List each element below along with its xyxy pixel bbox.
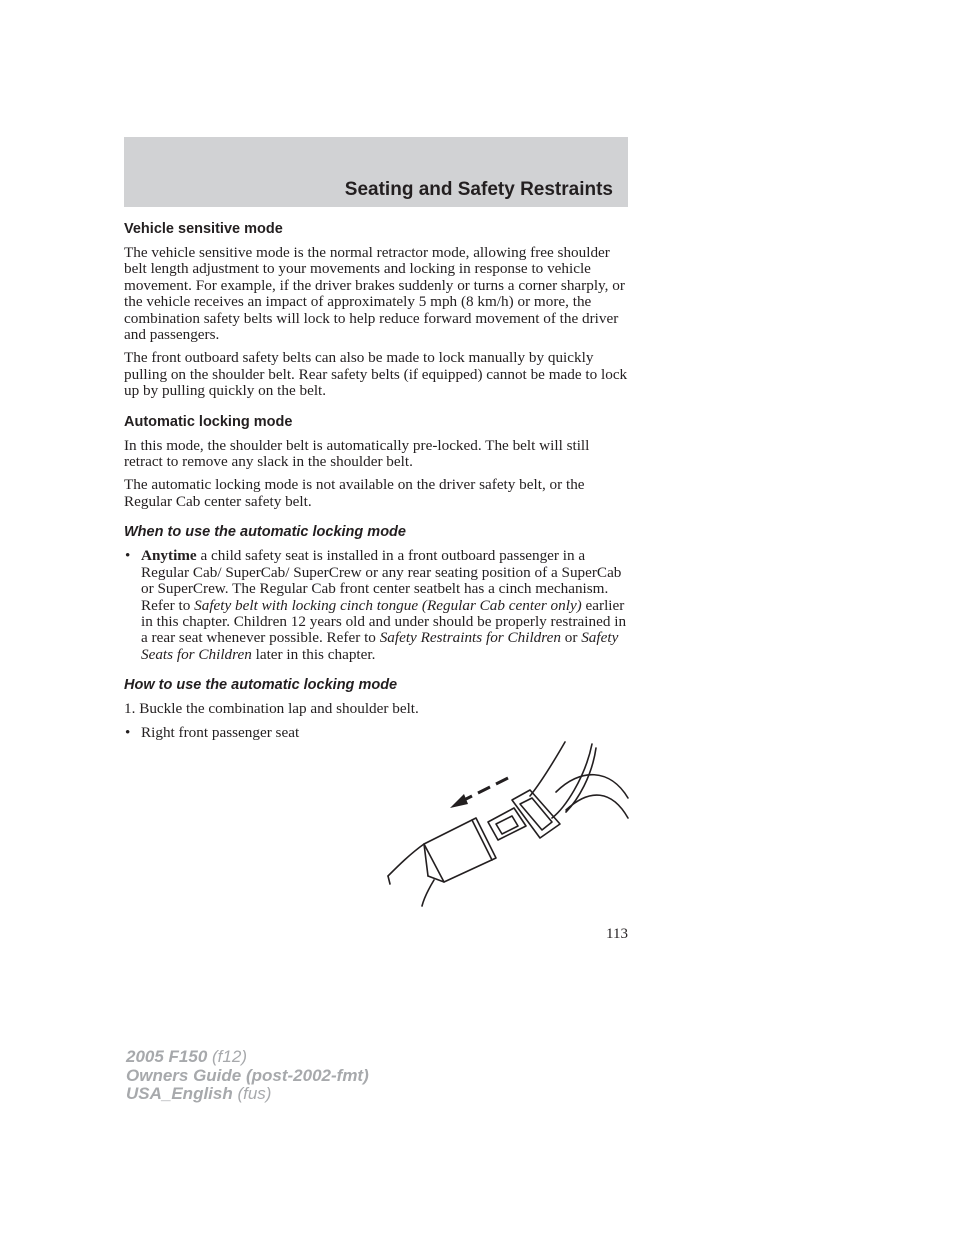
seat-belt-buckle-icon: [380, 738, 630, 908]
text: Right front passenger seat: [141, 723, 300, 741]
paragraph: The vehicle sensitive mode is the normal retractor mode, allowing free shoulder belt length adjustment to your movements and locking in response to vehicle movement. For example, if the driver brakes suddenly or turns a corner sharply, or the vehicle receives an impact of approximately 5 mph (8 km/h) or more, the combination safety belts will lock to help reduce forward movement of the driver and passengers.: [124, 244, 625, 344]
footer-line: [126, 1085, 369, 1104]
cross-reference: Safety Seats for Children: [141, 629, 619, 663]
footer-guide: Owners Guide (post-2002-fmt): [126, 1065, 369, 1085]
step: 1. Buckle the combination lap and shoulder belt.: [124, 700, 419, 718]
heading-how-to-use: How to use the automatic locking mode: [124, 677, 398, 694]
bullet-icon: •: [125, 547, 131, 565]
footer-line: [126, 1048, 369, 1067]
bold-text: Anytime: [141, 547, 197, 565]
paragraph: In this mode, the shoulder belt is automatically pre-locked. The belt will still retract to remove any slack in the shoulder belt.: [124, 436, 590, 471]
text: a child safety seat is installed in a front outboard passenger in a Regular Cab/ SuperCab/ SuperCrew or any rear seating position of a SuperCab or SuperCrew. The Regular Cab front center seatbelt has a cinch mechanism. Refer to: [141, 547, 622, 614]
footer-model: 2005 F150: [126, 1047, 208, 1066]
heading-automatic-locking: Automatic locking mode: [124, 413, 293, 430]
heading-when-to-use: When to use the automatic locking mode: [124, 524, 406, 541]
text: later in this chapter.: [251, 645, 376, 663]
section-header-band: [124, 137, 628, 207]
list-item: [124, 548, 629, 663]
cross-reference: Safety Restraints for Children: [379, 629, 561, 647]
bullet-icon: •: [125, 723, 131, 741]
heading-vehicle-sensitive: Vehicle sensitive mode: [124, 221, 283, 237]
footer-language: USA_English: [126, 1084, 233, 1103]
section-title: Seating and Safety Restraints: [344, 179, 613, 200]
footer-line: [126, 1067, 369, 1086]
bullet-list: [124, 548, 629, 663]
footer-code: (f12): [207, 1047, 247, 1066]
page-number: 113: [606, 926, 628, 942]
cross-reference: Safety belt with locking cinch tongue (Regular Cab center only): [194, 596, 582, 614]
text: earlier in this chapter. Children 12 years old and under should be properly restrained in a rear seat whenever possible. Refer to: [141, 596, 627, 647]
paragraph: The front outboard safety belts can also be made to lock manually by quickly pulling on the shoulder belt. Rear safety belts (if equipped) cannot be made to lock up by pulling quickly on the belt.: [124, 349, 628, 400]
text: or: [560, 629, 582, 647]
paragraph: The automatic locking mode is not available on the driver safety belt, or the Regular Cab center safety belt.: [124, 476, 585, 510]
page-content: [124, 220, 629, 748]
footer-metadata: [126, 1048, 369, 1104]
footer-lang-code: (fus): [232, 1084, 272, 1103]
